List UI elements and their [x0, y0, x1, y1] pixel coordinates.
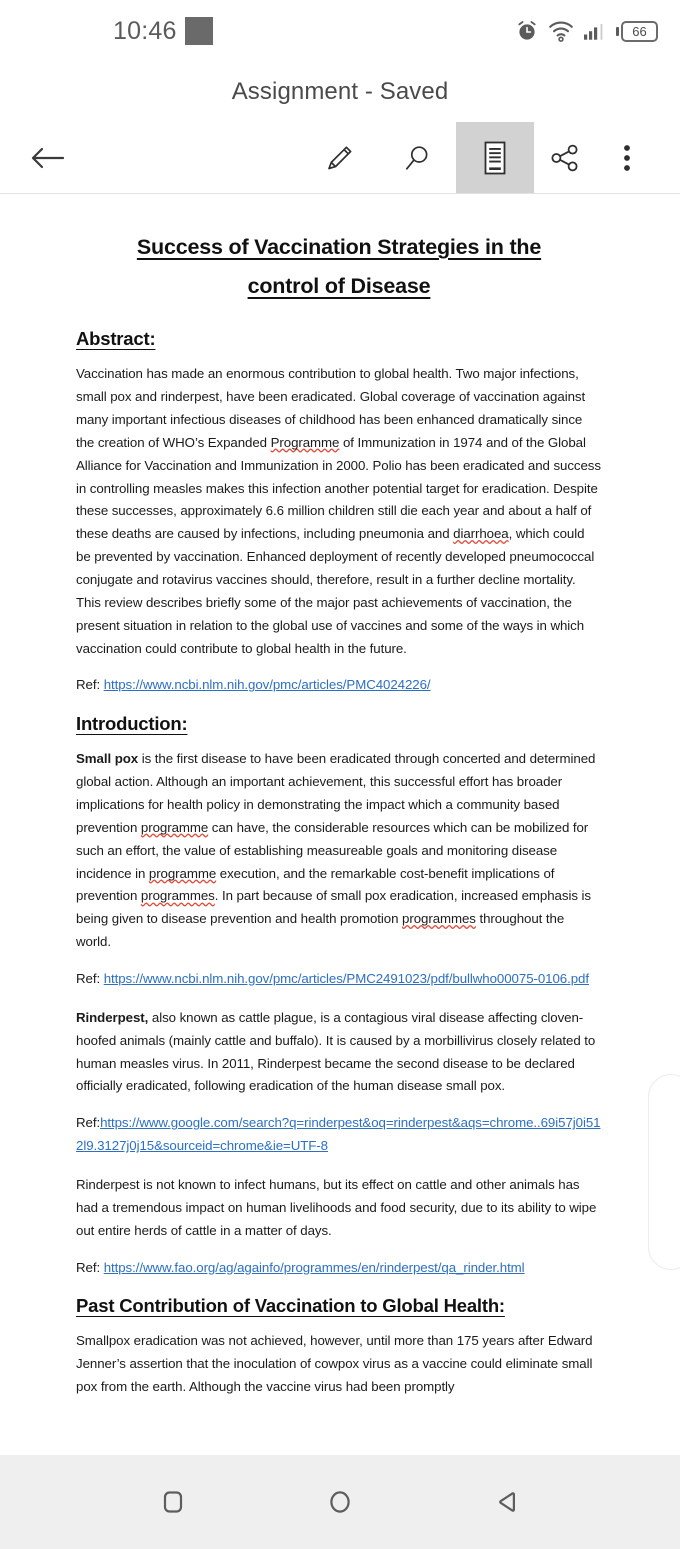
heading-introduction: Introduction:	[76, 713, 188, 735]
back-button[interactable]	[477, 1472, 537, 1532]
triangle-left-icon	[490, 1485, 524, 1519]
abstract-text-a: Vaccination has made an enormous contribution to global health. Two major infections, small pox and rinderpest, have been eradicated. Global coverage of vaccination against many important infectious diseases of childhood has been enhanced dramatically since the creation of WHO’s Expanded	[76, 366, 586, 450]
intro-bold-smallpox: Small pox	[76, 751, 139, 767]
document-view-icon	[480, 139, 510, 177]
search-button[interactable]	[378, 122, 456, 193]
intro-text-b: can have, the considerable resources which can be mobilized for such an effort, the value of establishing measureable goals and monitoring disease incidence in	[76, 819, 589, 881]
ref-4-link[interactable]: https://www.fao.org/ag/againfo/programmes/en/rinderpest/qa_rinder.html	[103, 1259, 525, 1275]
search-icon	[399, 140, 435, 176]
ref-3-link[interactable]: https://www.google.com/search?q=rinderpest&oq=rinderpest&aqs=chrome..69i57j0i512l9.3127j0j15&sourceid=chrome&ie=UTF-8	[76, 1115, 601, 1154]
rinderpest-paragraph-1	[76, 1007, 602, 1098]
navigate-back-button[interactable]	[22, 131, 76, 185]
document-title-line-2: control of Disease	[247, 274, 431, 299]
circle-icon	[323, 1485, 357, 1519]
document-title-bar	[0, 62, 680, 122]
past-contribution-paragraph: Smallpox eradication was not achieved, however, until more than 175 years after Edward Jenner’s assertion that the inoculation of cowpox virus as a vaccine could eliminate small pox from the earth. Although the vaccine virus had been promptly	[76, 1333, 593, 1395]
abstract-paragraph	[76, 363, 602, 660]
ref-2-label: Ref:	[76, 971, 104, 987]
wifi-icon	[548, 20, 574, 42]
spellcheck-word-programme-1: programme	[140, 819, 209, 835]
heading-abstract: Abstract:	[76, 328, 156, 350]
arrow-left-icon	[29, 143, 69, 173]
ref-4-label: Ref:	[76, 1259, 104, 1275]
document-title: Assignment - Saved	[231, 78, 449, 105]
spellcheck-word-programmes-2: programmes	[402, 911, 476, 927]
overflow-menu-icon	[615, 140, 639, 176]
share-button[interactable]	[534, 122, 596, 193]
spellcheck-word-programme-2: programme	[148, 865, 217, 881]
home-button[interactable]	[310, 1472, 370, 1532]
reference-4	[76, 1257, 602, 1280]
intro-text-c: execution, and the remarkable cost-benefit implications of prevention	[76, 865, 555, 904]
cellular-signal-icon	[583, 21, 607, 41]
content-fade-overlay	[0, 1439, 680, 1455]
pencil-icon	[321, 140, 357, 176]
app-toolbar	[0, 122, 680, 194]
intro-text-d: . In part because of small pox eradication, increased emphasis is being given to disease prevention and health promotion	[76, 888, 591, 927]
spellcheck-word-programmes-1: programmes	[140, 888, 215, 904]
document-content[interactable]	[0, 194, 680, 1455]
status-bar-left	[113, 17, 213, 46]
battery-body	[621, 21, 658, 42]
document-title-line-1: Success of Vaccination Strategies in the	[136, 235, 542, 259]
reference-3	[76, 1112, 602, 1158]
intro-text-a: is the first disease to have been eradicated through concerted and determined global action. Although an important achievement, this successful effort has broader implications for health policy in demonstrating the impact which a community based prevention	[76, 751, 596, 835]
heading-past-contribution: Past Contribution of Vaccination to Global Health:	[76, 1295, 505, 1317]
status-bar	[0, 0, 680, 62]
battery-charge-nub-icon	[616, 27, 619, 36]
reading-view-button[interactable]	[456, 122, 534, 193]
rinderpest-paragraph-2: Rinderpest is not known to infect humans, but its effect on cattle and other animals has had a tremendous impact on human livelihoods and food security, due to its ability to wipe out entire herds of cattle in a matter of days.	[76, 1177, 597, 1238]
ref-1-label: Ref:	[76, 677, 104, 693]
ref-2-link[interactable]: https://www.ncbi.nlm.nih.gov/pmc/articles/PMC2491023/pdf/bullwho00075-0106.pdf	[103, 971, 589, 987]
battery-level-text: 66	[632, 23, 647, 39]
rinderpest-bold-label: Rinderpest,	[76, 1009, 149, 1025]
spellcheck-word-diarrhoea: diarrhoea	[453, 526, 509, 542]
spellcheck-word-programme: Programme	[270, 434, 340, 450]
abstract-text-b: of Immunization in 1974 and of the Global Alliance for Vaccination and Immunization in 2000. Polio has been eradicated and success in controlling measles makes this infection another potential target for eradication. Despite these successes, approximately 6.6 million children still die each year and about a half of these deaths are caused by infections, including pneumonia and	[76, 434, 601, 542]
status-bar-right	[515, 19, 658, 43]
status-bar-clock: 10:46	[113, 16, 177, 45]
toolbar-actions	[300, 122, 658, 193]
battery-icon	[616, 21, 658, 42]
system-navigation-bar	[0, 1455, 680, 1549]
recents-button[interactable]	[143, 1472, 203, 1532]
document-main-title	[76, 228, 602, 306]
intro-text-e: throughout the world.	[76, 911, 565, 950]
reference-2	[76, 968, 602, 991]
introduction-paragraph	[76, 748, 602, 954]
rinderpest-text-1: also known as cattle plague, is a contagious viral disease affecting cloven-hoofed animals (mainly cattle and buffalo). It is caused by a morbillivirus closely related to human measles virus. In 2011, Rinderpest became the second disease to be declared officially eradicated, following eradication of the human disease small pox.	[76, 1009, 596, 1094]
reference-1	[76, 674, 602, 697]
abstract-text-c: , which could be prevented by vaccination. Enhanced deployment of recently developed pneumococcal conjugate and rotavirus vaccines should, therefore, result in a further decline mortality. This review describes briefly some of the major past achievements of vaccination, the present situation in relation to the global use of vaccines and some of the ways in which vaccination could contribute to global health in the future.	[76, 526, 595, 656]
edit-button[interactable]	[300, 122, 378, 193]
rounded-square-icon	[156, 1485, 190, 1519]
notification-badge-icon	[185, 17, 213, 45]
ref-1-link[interactable]: https://www.ncbi.nlm.nih.gov/pmc/articles/PMC4024226/	[103, 677, 431, 693]
share-icon	[548, 141, 582, 175]
scroll-position-indicator[interactable]	[648, 1074, 680, 1270]
more-options-button[interactable]	[596, 122, 658, 193]
alarm-icon	[515, 19, 539, 43]
ref-3-label: Ref:	[76, 1115, 101, 1131]
